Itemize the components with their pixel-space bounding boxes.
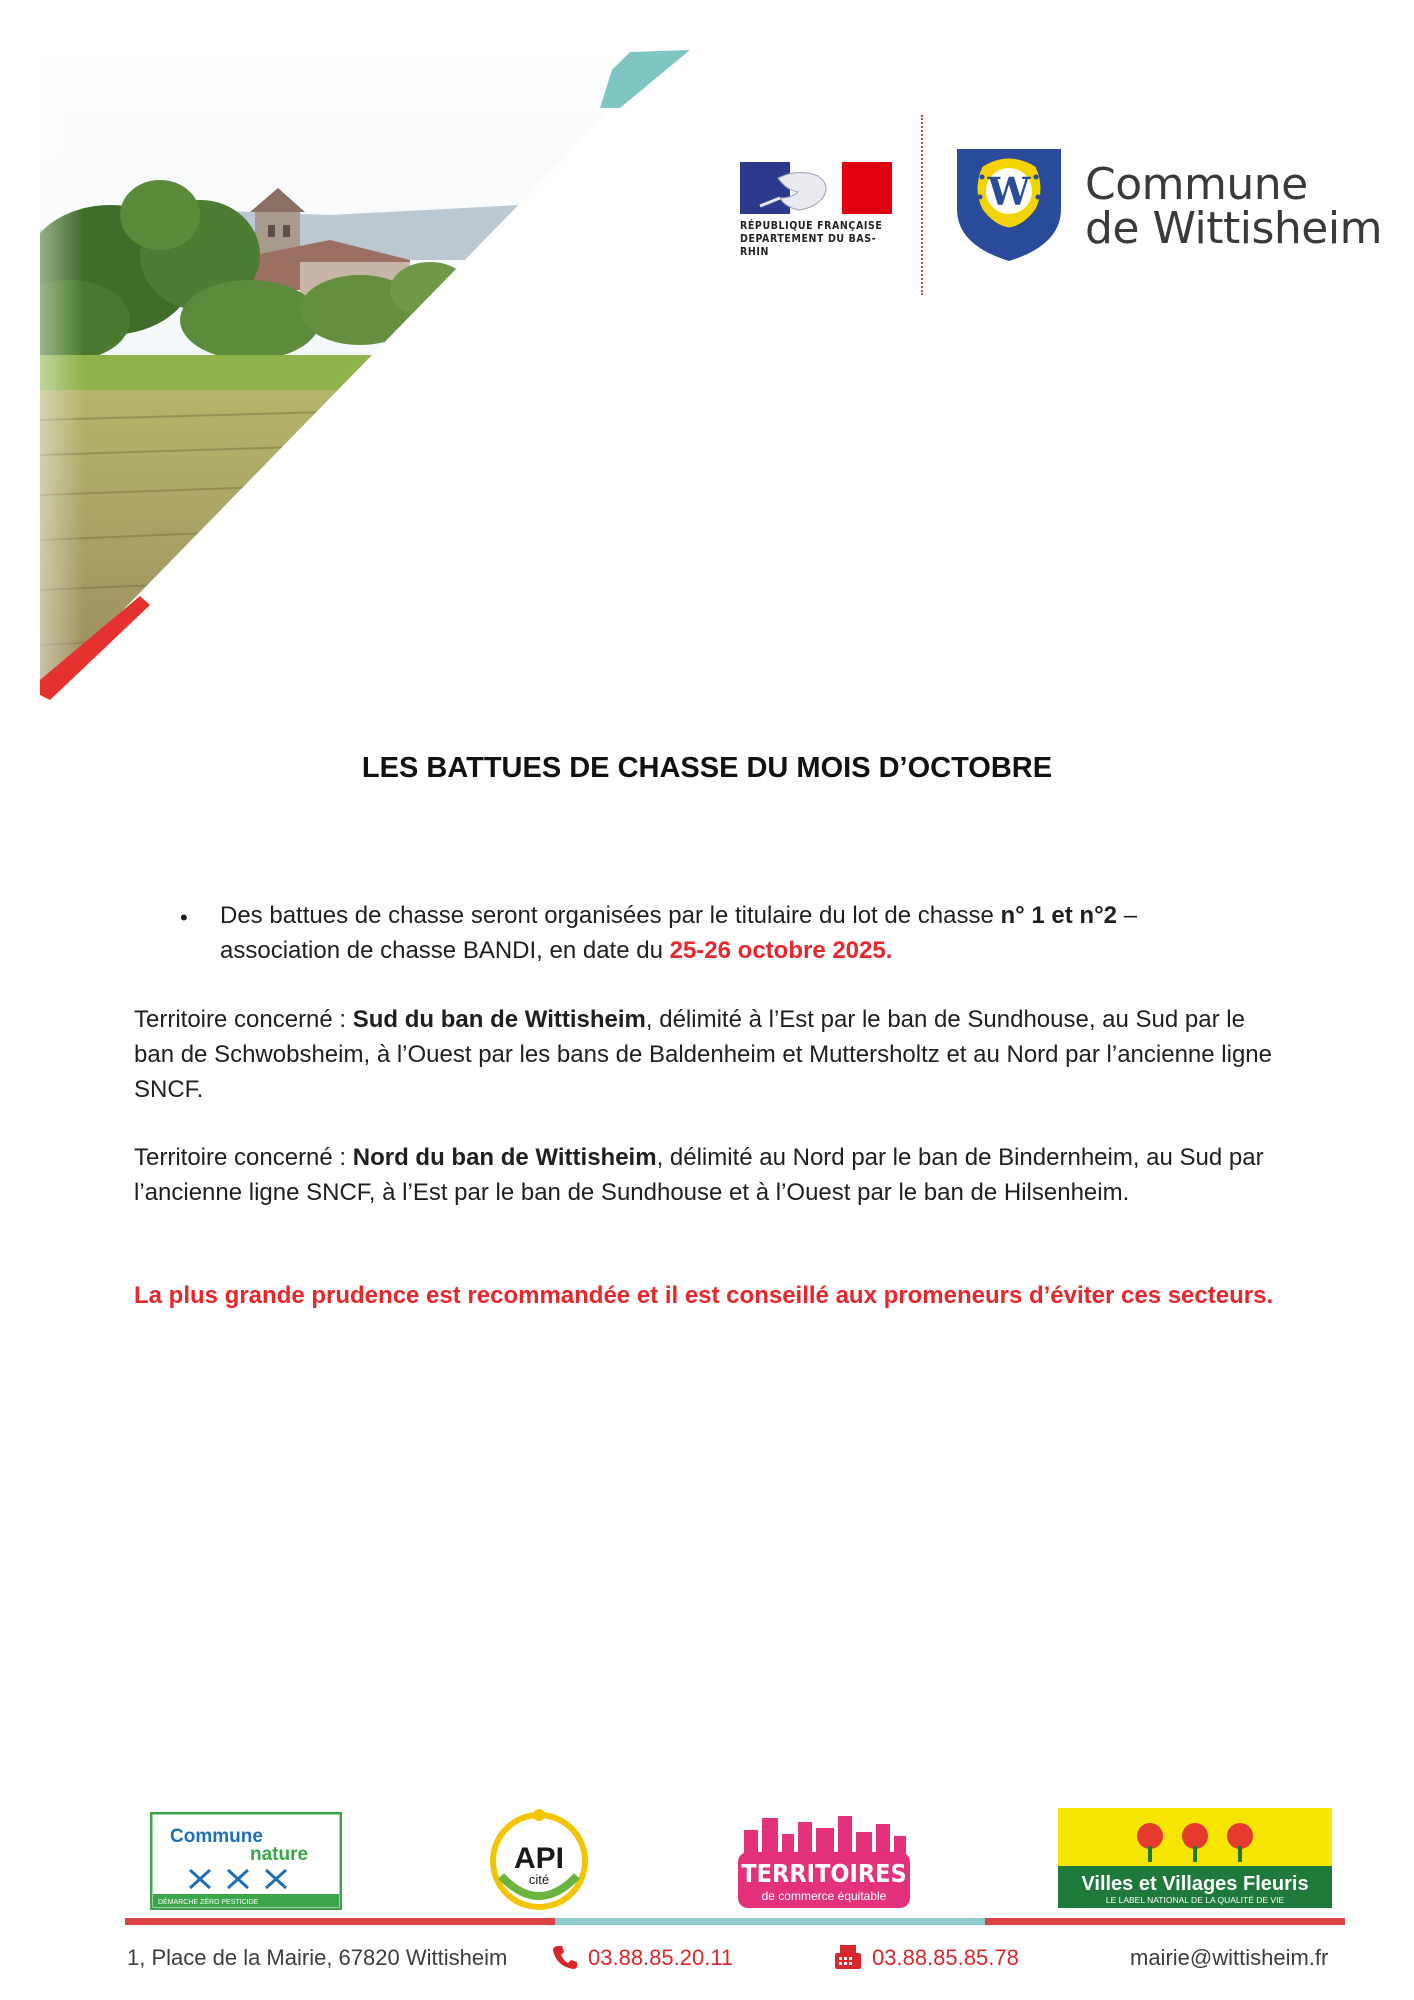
p3-text-1: Territoire concerné : [134, 1144, 353, 1171]
warning-paragraph: La plus grande prudence est recommandée et il est conseillé aux promeneurs d’éviter ces secteurs. [134, 1282, 1274, 1309]
territoires-sub: de commerce équitable [761, 1889, 887, 1903]
republique-line-1: RÉPUBLIQUE FRANÇAISE [740, 220, 883, 232]
p3-text-2: , délimité au Nord par le ban de Bindernheim, au Sud par l’ancienne ligne SNCF, à l’Est par le ban de Sundhouse et à l’Ouest par le ban de Hilsenheim. [134, 1144, 1264, 1206]
footer-bar-red-2 [985, 1918, 1345, 1925]
footer-fax: 03.88.85.85.78 [872, 1945, 1019, 1970]
fax-icon [834, 1944, 862, 1970]
commune-nature-sub: DÉMARCHE ZÉRO PESTICIDE [158, 1899, 259, 1906]
villes-villages-fleuris-logo [1058, 1808, 1332, 1908]
api-text: API [513, 1842, 565, 1875]
villes-fleuris-sub: LE LABEL NATIONAL DE LA QUALITÉ DE VIE [1105, 1895, 1285, 1905]
paragraph-territoire-sud [134, 1002, 1274, 1107]
api-cite-text: cité [528, 1872, 550, 1887]
commune-name [1085, 159, 1382, 254]
commune-line-1: Commune [1085, 159, 1308, 210]
marianne-flag-logo [740, 162, 892, 214]
p1-lot-number: n° 1 et n°2 [1000, 902, 1118, 929]
api-cite-logo [488, 1806, 590, 1912]
p1-date: 25-26 octobre 2025. [669, 937, 893, 964]
bee-icon [533, 1809, 545, 1821]
commune-nature-text-2: nature [250, 1844, 309, 1865]
commune-nature-text-1: Commune [170, 1826, 263, 1847]
commune-shield-logo [953, 145, 1065, 263]
paragraph-territoire-nord [134, 1140, 1274, 1210]
p2-territory: Sud du ban de Wittisheim [352, 1006, 646, 1033]
shield-letter: W [987, 169, 1031, 214]
republique-francaise-text [740, 220, 900, 259]
footer-email-link[interactable]: mairie@wittisheim.fr [1130, 1945, 1329, 1970]
commune-line-2: de Wittisheim [1085, 203, 1382, 254]
p1-text-2: – association de chasse BANDI, en date du [220, 902, 1138, 964]
footer-phone[interactable]: 03.88.85.20.11 [588, 1945, 734, 1970]
city-skyline-icon [744, 1816, 906, 1856]
document-title: LES BATTUES DE CHASSE DU MOIS D’OCTOBRE [361, 752, 1053, 784]
p1-text-1: Des battues de chasse seront organisées par le titulaire du lot de chasse [220, 902, 1001, 929]
bullet-marker: • [180, 905, 188, 930]
header-landscape-photo [0, 0, 700, 710]
territoires-commerce-equitable-logo [734, 1808, 914, 1910]
header-divider [921, 115, 923, 295]
p3-territory: Nord du ban de Wittisheim [352, 1144, 657, 1171]
p2-text-2: , délimité à l’Est par le ban de Sundhouse, au Sud par le ban de Schwobsheim, à l’Ouest par les bans de Baldenheim et Muttersholtz et au Nord par l’ancienne ligne SNCF. [134, 1006, 1272, 1103]
footer-address: 1, Place de la Mairie, 67820 Wittisheim [127, 1945, 508, 1970]
villes-fleuris-text: Villes et Villages Fleuris [1081, 1873, 1309, 1895]
footer-bar-teal [555, 1918, 985, 1925]
paragraph-battues [220, 898, 1230, 968]
phone-icon [552, 1944, 578, 1970]
p2-text-1: Territoire concerné : [134, 1006, 353, 1033]
commune-nature-logo [150, 1812, 342, 1910]
republique-line-2: DEPARTEMENT DU BAS-RHIN [740, 233, 877, 258]
territoires-text: TERRITOIRES [741, 1859, 907, 1888]
footer-bar-red [125, 1918, 555, 1925]
